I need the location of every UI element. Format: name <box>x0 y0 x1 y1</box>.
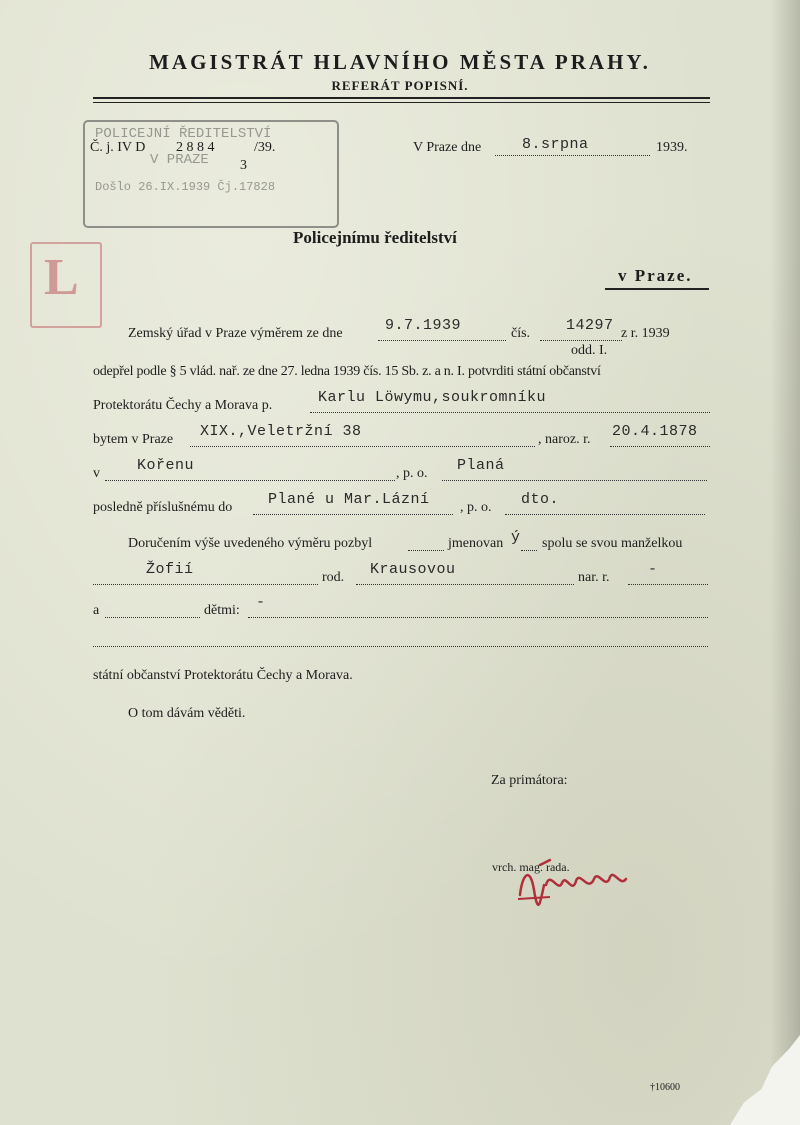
office-title: MAGISTRÁT HLAVNÍHO MĚSTA PRAHY. <box>149 50 651 74</box>
reference-year: /39. <box>254 140 276 155</box>
residence-line <box>190 446 535 447</box>
signature-label: Za primátora: <box>491 773 568 788</box>
loss-suffix-dots <box>521 550 537 551</box>
decree-number-line <box>540 340 622 341</box>
catalog-number: †10600 <box>650 1082 680 1093</box>
reference-number: 2 8 8 4 <box>176 140 215 155</box>
person-line <box>310 412 710 413</box>
stamp-line-3: Došlo 26.IX.1939 Čj.17828 <box>95 180 276 194</box>
maiden-name: Krausovou <box>370 561 456 578</box>
birth-line <box>610 446 710 447</box>
decree-date-line <box>378 340 506 341</box>
header-rule-thick <box>93 97 710 99</box>
red-stamp-letter: L <box>44 249 79 306</box>
date-value: 8.srpna <box>522 136 589 153</box>
recipient-underline <box>605 288 709 290</box>
domicile-post-line <box>505 514 705 515</box>
residence-address: XIX.,Veletržní 38 <box>200 423 362 440</box>
maiden-line <box>356 584 574 585</box>
wife-birth-line <box>628 584 708 585</box>
birthplace-line <box>105 480 395 481</box>
wife-name: Žofií <box>146 561 194 578</box>
wife-birth: - <box>648 561 658 578</box>
reference-sub: 3 <box>240 158 247 173</box>
loss-dots <box>408 550 444 551</box>
person-name: Karlu Löwymu,soukromníku <box>318 389 547 406</box>
loss-named: jmenovan <box>448 536 504 551</box>
maiden-label: rod. <box>322 570 345 585</box>
handwritten-signature <box>510 855 640 915</box>
decree-year: z r. 1939 <box>621 326 670 341</box>
citizenship-statement: státní občanství Protektorátu Čechy a Morava. <box>93 668 353 683</box>
decree-intro: Zemský úřad v Praze výměrem ze dne <box>128 326 343 341</box>
domicile-post: dto. <box>521 491 560 508</box>
decree-date: 9.7.1939 <box>385 317 462 334</box>
decree-department: odd. I. <box>571 343 608 358</box>
domicile-label: posledně příslušnému do <box>93 500 233 515</box>
birthplace-post-label: , p. o. <box>396 466 428 481</box>
legal-basis: odepřel podle § 5 vlád. nař. ze dne 27. ledna 1939 čís. 15 Sb. z. a n. I. potvrditi státní občanství <box>93 364 601 379</box>
page-edge-shadow <box>770 0 800 1125</box>
domicile-line <box>253 514 453 515</box>
torn-corner <box>730 1035 800 1125</box>
birthplace: Kořenu <box>137 457 195 474</box>
decree-number: 14297 <box>566 317 614 334</box>
wife-line <box>93 584 318 585</box>
children-count-line <box>105 617 200 618</box>
domicile-post-label: , p. o. <box>460 500 492 515</box>
signatory-title: vrch. mag. rada. <box>492 860 570 874</box>
children-label: dětmi: <box>204 603 240 618</box>
birthplace-post-line <box>442 480 707 481</box>
date-year: 1939. <box>656 140 688 155</box>
wife-birth-label: nar. r. <box>578 570 610 585</box>
decree-cis-label: čís. <box>511 326 531 341</box>
stamp-line-2: V PRAZE <box>150 152 209 168</box>
loss-named-suffix: ý <box>511 529 521 546</box>
date-dotted-line <box>495 155 650 156</box>
loss-intro: Doručením výše uvedeného výměru pozbyl <box>128 536 373 551</box>
children-extra-line <box>93 646 708 647</box>
recipient-city: v Praze. <box>618 266 693 285</box>
birth-date: 20.4.1878 <box>612 423 698 440</box>
domicile: Plané u Mar.Lázní <box>268 491 430 508</box>
loss-wife-intro: spolu se svou manželkou <box>542 536 683 551</box>
residence-label: bytem v Praze <box>93 432 174 447</box>
children-line <box>248 617 708 618</box>
birthplace-post: Planá <box>457 457 505 474</box>
birth-label: , naroz. r. <box>538 432 591 447</box>
birthplace-label: v <box>93 466 100 481</box>
children-a-label: a <box>93 603 100 618</box>
reference-label: Č. j. IV D <box>90 140 146 155</box>
stamp-line-1: POLICEJNÍ ŘEDITELSTVÍ <box>95 126 272 142</box>
recipient-office: Policejnímu ředitelství <box>293 228 457 247</box>
header-rule-thin <box>93 102 710 103</box>
date-label: V Praze dne <box>413 140 482 155</box>
notice-statement: O tom dávám věděti. <box>128 706 246 721</box>
department-subtitle: REFERÁT POPISNÍ. <box>331 78 469 93</box>
citizenship-intro: Protektorátu Čechy a Morava p. <box>93 398 273 413</box>
children-value: - <box>256 594 266 611</box>
